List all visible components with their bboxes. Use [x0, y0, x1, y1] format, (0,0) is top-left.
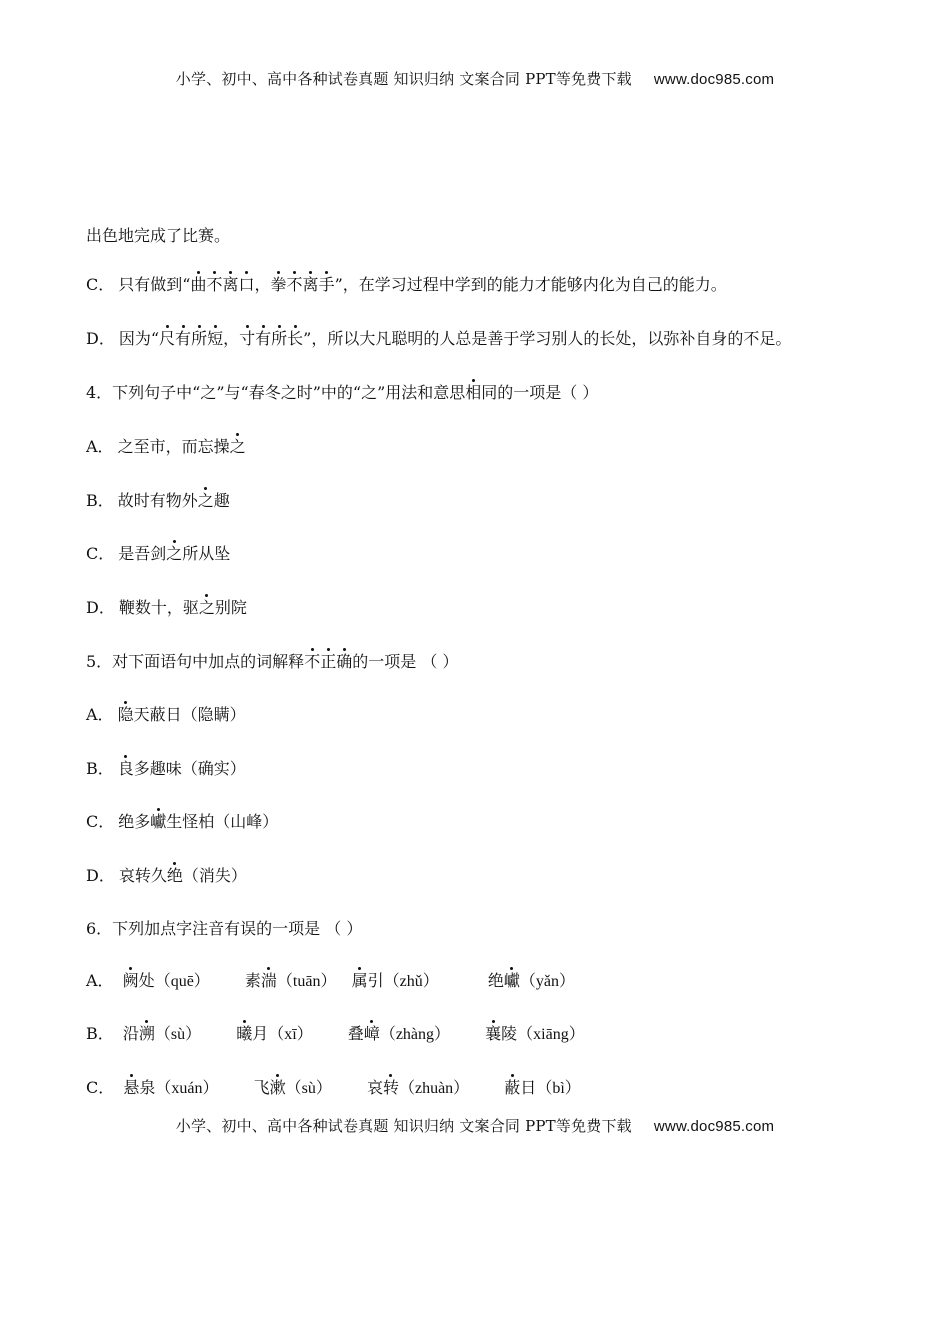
- char: 泉: [139, 1078, 156, 1097]
- pinyin: （xuán）: [155, 1080, 219, 1097]
- dotted-char: 手: [318, 275, 335, 294]
- char: 飞: [253, 1078, 270, 1097]
- pinyin: （tuān）: [276, 973, 337, 990]
- dotted-char: 转: [382, 1078, 399, 1097]
- pinyin: （zhàng）: [379, 1026, 451, 1043]
- char: 哀: [366, 1078, 383, 1097]
- dotted-char: 绝: [166, 866, 183, 885]
- option-label: A．: [86, 437, 114, 456]
- q5-option-c: [86, 809, 278, 832]
- stem-text-post: 的一项是 （ ）: [352, 652, 459, 671]
- q6-stem: 6．下列加点字注音有误的一项是 （ ）: [86, 919, 363, 938]
- dotted-char: 曦: [236, 1024, 253, 1043]
- pinyin-item: [123, 1024, 201, 1043]
- option-label: C．: [86, 812, 115, 831]
- dotted-char: 口: [238, 275, 255, 294]
- pinyin: （zhuàn）: [398, 1080, 470, 1097]
- option-text-pre: 因为“: [118, 329, 160, 348]
- q5-option-b: [86, 756, 246, 779]
- char: 叠: [347, 1024, 364, 1043]
- char: 引: [367, 971, 384, 990]
- q3-option-c: [86, 272, 727, 295]
- page-header: [0, 68, 950, 89]
- pinyin-item: [123, 1078, 218, 1097]
- dotted-char: 不: [304, 652, 321, 671]
- dotted-char: 曲: [190, 275, 207, 294]
- stem-text-post: 同的一项是（ ）: [481, 383, 599, 402]
- dotted-word: [199, 598, 215, 617]
- dotted-char: 短: [207, 329, 224, 348]
- option-text-pre: 故时有物外: [117, 491, 198, 510]
- header-text: 小学、初中、高中各种试卷真题 知识归纳 文案合同 PPT等免费下载: [175, 70, 632, 88]
- footer-url: www.doc985.com: [653, 1118, 775, 1135]
- char: 月: [252, 1024, 269, 1043]
- option-text-post: ”，所以大凡聪明的人总是善于学习别人的长处，以弥补自身的不足。: [303, 329, 792, 348]
- dotted-char: 所: [191, 329, 208, 348]
- dotted-word: [167, 866, 183, 885]
- dotted-char: 湍: [260, 971, 277, 990]
- option-text-pre: 哀转久: [118, 866, 167, 885]
- dotted-word: [118, 705, 134, 724]
- q5-option-d: [86, 863, 247, 886]
- q4-option-d: [86, 595, 247, 618]
- option-sep: ，: [254, 275, 271, 294]
- dotted-char: 巘: [150, 812, 167, 831]
- dotted-char: 不: [206, 275, 223, 294]
- dotted-char: 阙: [122, 971, 139, 990]
- dotted-char: 拳: [270, 275, 287, 294]
- page-footer: [0, 1115, 950, 1136]
- pinyin-item: [485, 1024, 585, 1043]
- option-label: A．: [86, 705, 114, 724]
- char: 绝: [487, 971, 504, 990]
- pinyin: （yǎn）: [519, 973, 575, 990]
- option-label: B．: [86, 1024, 114, 1043]
- dotted-char: 之: [198, 598, 215, 617]
- q5-option-a: [86, 702, 246, 725]
- option-text-post: 生怪柏（山峰）: [166, 812, 279, 831]
- footer-text: 小学、初中、高中各种试卷真题 知识归纳 文案合同 PPT等免费下载: [175, 1117, 632, 1135]
- option-text-post: 天蔽日（隐瞒）: [133, 705, 246, 724]
- dotted-char: 不: [286, 275, 303, 294]
- option-label: C．: [86, 275, 115, 294]
- option-text-pre: 之至市，而忘操: [117, 437, 230, 456]
- dotted-phrase: [239, 329, 303, 348]
- dotted-word: [304, 652, 352, 671]
- pinyin: （sù）: [154, 1026, 202, 1043]
- option-label: C．: [86, 544, 115, 563]
- dotted-char: 隐: [117, 705, 134, 724]
- header-url: www.doc985.com: [653, 71, 775, 88]
- dotted-char: 良: [117, 759, 134, 778]
- q6-option-a: [86, 968, 575, 991]
- option-label: D．: [86, 329, 115, 348]
- dotted-char: 离: [222, 275, 239, 294]
- option-sep: ，: [223, 329, 240, 348]
- dotted-char: 有: [255, 329, 272, 348]
- stem-text-pre: 4．下列句子中“之”与“春冬之时”中的“之”用法和意思: [86, 383, 466, 402]
- option-label: B．: [86, 491, 114, 510]
- char: 陵: [501, 1024, 518, 1043]
- dotted-char: 溯: [138, 1024, 155, 1043]
- dotted-char: 悬: [123, 1078, 140, 1097]
- option-label: B．: [86, 759, 114, 778]
- option-text-pre: 是吾剑: [118, 544, 167, 563]
- dotted-char: 离: [302, 275, 319, 294]
- dotted-char: 嶂: [363, 1024, 380, 1043]
- pinyin-item: [504, 1078, 580, 1097]
- pinyin: （xī）: [268, 1026, 313, 1043]
- pinyin-item: [123, 971, 210, 990]
- dotted-char: 属: [351, 971, 368, 990]
- char: 沿: [122, 1024, 139, 1043]
- pinyin-item: [236, 1024, 312, 1043]
- pinyin-item: [254, 1078, 332, 1097]
- option-text-post: ”，在学习过程中学到的能力才能够内化为自己的能力。: [334, 275, 727, 294]
- option-text-post: 别院: [214, 598, 247, 617]
- option-label: D．: [86, 866, 115, 885]
- dotted-word: [230, 437, 246, 456]
- dotted-word: [166, 544, 182, 563]
- dotted-char: 正: [320, 652, 337, 671]
- dotted-char: 相: [465, 383, 482, 402]
- q3-continuation: 出色地完成了比赛。: [86, 226, 231, 245]
- dotted-word: [198, 491, 214, 510]
- option-label: D．: [86, 598, 115, 617]
- dotted-char: 漱: [269, 1078, 286, 1097]
- pinyin-item: [348, 1024, 450, 1043]
- option-text-post: 所从坠: [182, 544, 231, 563]
- dotted-char: 巘: [503, 971, 520, 990]
- dotted-word: [150, 812, 166, 831]
- q4-stem: [86, 380, 598, 403]
- option-label: C．: [86, 1078, 115, 1097]
- dotted-char: 寸: [239, 329, 256, 348]
- dotted-char: 之: [229, 437, 246, 456]
- q6-option-c: [86, 1075, 581, 1098]
- pinyin: （quē）: [154, 973, 210, 990]
- option-text-pre: 只有做到“: [118, 275, 191, 294]
- pinyin: （zhǔ）: [383, 973, 439, 990]
- pinyin-item: [488, 971, 575, 990]
- pinyin: （sù）: [285, 1080, 332, 1097]
- dotted-phrase: [159, 329, 223, 348]
- dotted-char: 确: [336, 652, 353, 671]
- dotted-phrase: [271, 275, 335, 294]
- char: 处: [138, 971, 155, 990]
- option-text-pre: 绝多: [118, 812, 151, 831]
- dotted-phrase: [190, 275, 254, 294]
- char: 日: [520, 1078, 537, 1097]
- dotted-char: 襄: [485, 1024, 502, 1043]
- q3-option-d: [86, 326, 791, 349]
- dotted-char: 蔽: [504, 1078, 521, 1097]
- stem-text-pre: 5．对下面语句中加点的词解释: [86, 652, 305, 671]
- dotted-char: 之: [166, 544, 183, 563]
- q4-option-b: [86, 488, 230, 511]
- option-text-post: （消失）: [182, 866, 247, 885]
- dotted-char: 有: [175, 329, 192, 348]
- option-label: A．: [86, 971, 114, 990]
- pinyin: （xiāng）: [517, 1026, 585, 1043]
- dotted-word: [465, 383, 481, 402]
- option-text-post: 趣: [213, 491, 230, 510]
- pinyin-item: [245, 971, 337, 990]
- dotted-word: [118, 759, 134, 778]
- q6-option-b: [86, 1021, 585, 1044]
- dotted-char: 所: [271, 329, 288, 348]
- q4-option-a: [86, 434, 246, 457]
- q4-option-c: [86, 541, 230, 564]
- dotted-char: 之: [197, 491, 214, 510]
- q5-stem: [86, 649, 458, 672]
- pinyin: （bì）: [536, 1080, 581, 1097]
- dotted-char: 尺: [159, 329, 176, 348]
- char: 素: [244, 971, 261, 990]
- pinyin-item: [367, 1078, 469, 1097]
- option-text-pre: 鞭数十，驱: [118, 598, 199, 617]
- option-text-post: 多趣味（确实）: [133, 759, 246, 778]
- dotted-char: 长: [287, 329, 304, 348]
- pinyin-item: [352, 971, 439, 990]
